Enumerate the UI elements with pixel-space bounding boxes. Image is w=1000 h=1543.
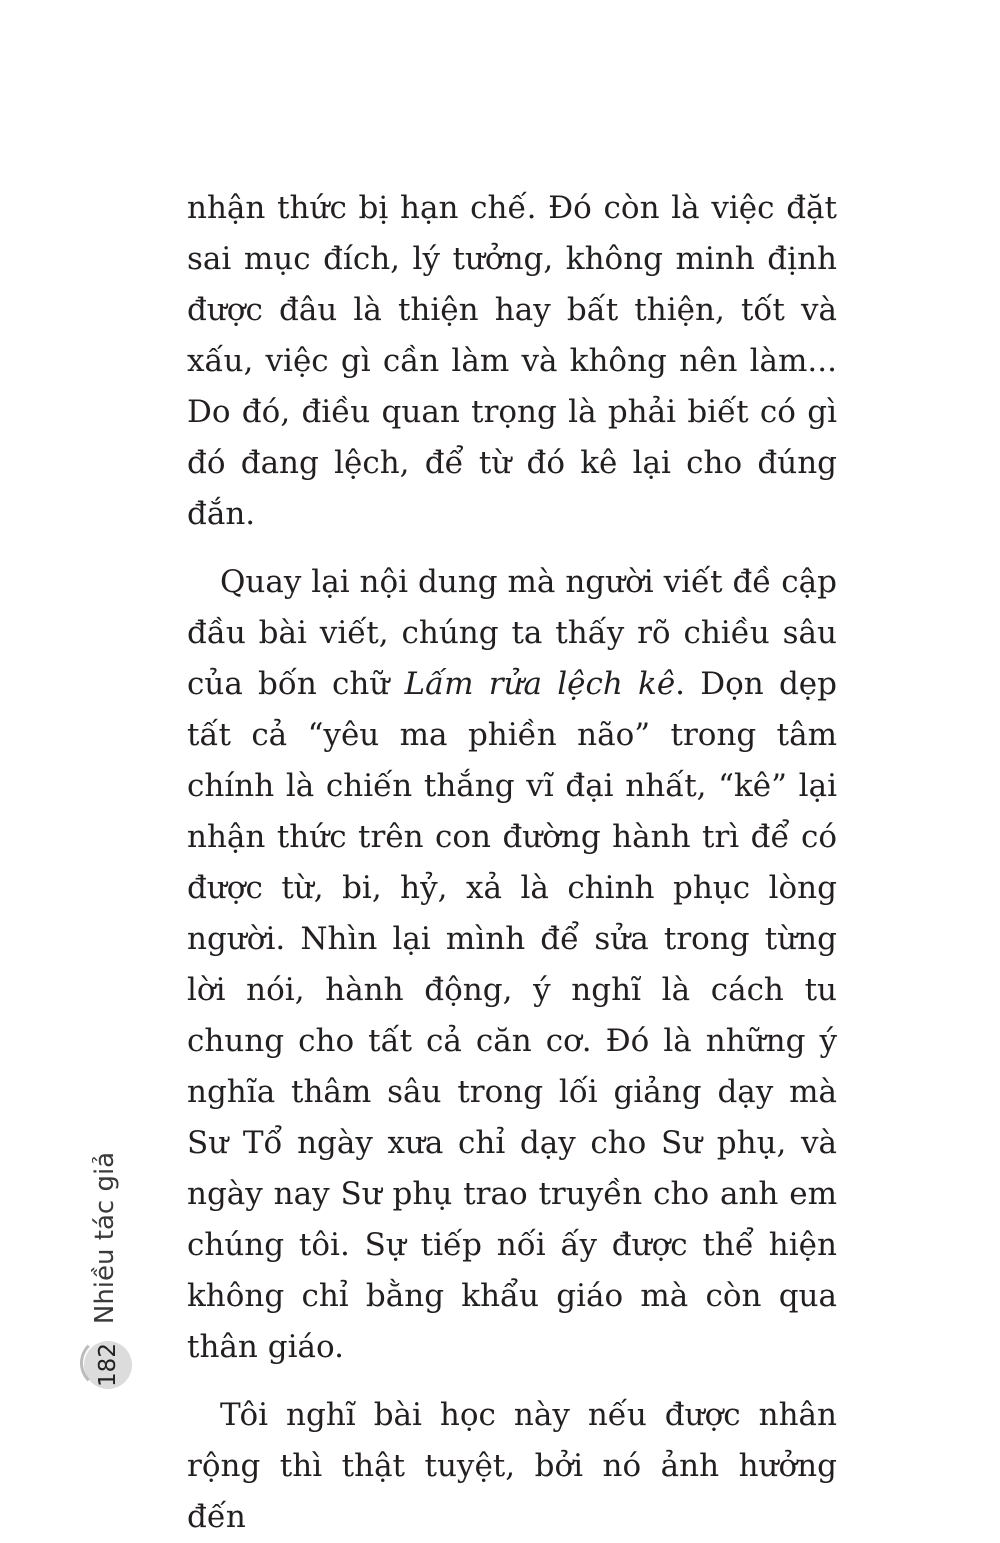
body-text	[187, 183, 837, 1543]
paragraph-3: Tôi nghĩ bài học này nếu được nhân rộng thì thật tuyệt, bởi nó ảnh hưởng đến	[187, 1397, 837, 1535]
paragraph-2-text-start: Quay lại nội dung mà người viết đề cập đầu bài viết, chúng ta thấy rõ chiều sâu của bốn chữ	[187, 564, 837, 702]
paragraph-1: nhận thức bị hạn chế. Đó còn là việc đặt sai mục đích, lý tưởng, không minh định được đâu là thiện hay bất thiện, tốt và xấu, việc gì cần làm và không nên làm... Do đó, điều quan trọng là phải biết có gì đó đang lệch, để từ đó kê lại cho đúng đắn.	[187, 190, 837, 532]
running-head-author: Nhiều tác giả	[90, 1151, 120, 1325]
paragraph-2	[187, 557, 837, 1373]
italic-phrase: Lấm rửa lệch kê	[404, 666, 676, 702]
page-number: 182	[95, 1343, 121, 1387]
paragraph-2-text-end: . Dọn dẹp tất cả “yêu ma phiền não” trong tâm chính là chiến thắng vĩ đại nhất, “kê” lại nhận thức trên con đường hành trì để có được từ, bi, hỷ, xả là chinh phục lòng người. Nhìn lại mình để sửa trong từng lời nói, hành động, ý nghĩ là cách tu chung cho tất cả căn cơ. Đó là những ý nghĩa thâm sâu trong lối giảng dạy mà Sư Tổ ngày xưa chỉ dạy cho Sư phụ, và ngày nay Sư phụ trao truyền cho anh em chúng tôi. Sự tiếp nối ấy được thể hiện không chỉ bằng khẩu giáo mà còn qua thân giáo.	[187, 666, 837, 1365]
page-number-badge	[84, 1341, 132, 1389]
